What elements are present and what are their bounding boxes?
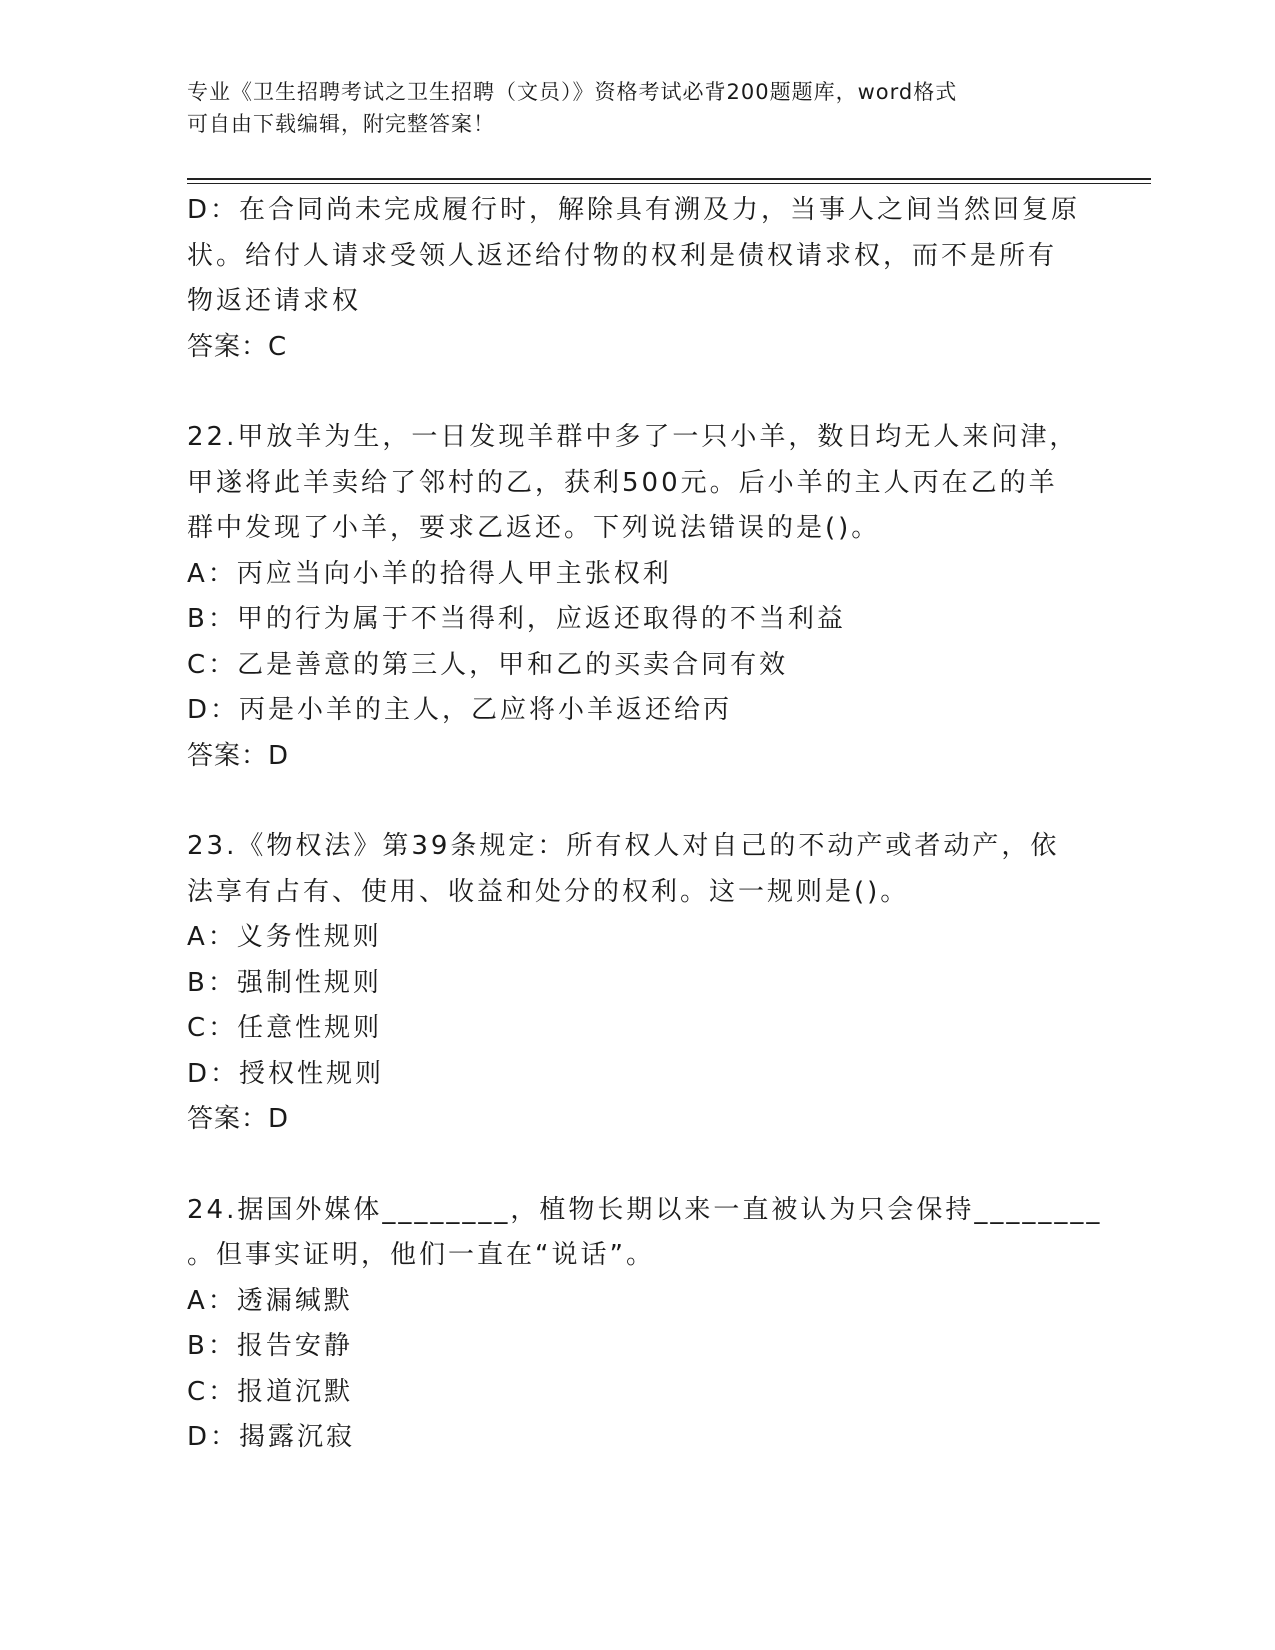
option-b: B：强制性规则 [187,967,382,998]
question-text-line2: 。但事实证明，他们一直在“说话”。 [187,1240,655,1270]
block-spacer [187,1143,1087,1188]
option-d-line2: 状。给付人请求受领人返还给付物的权利是债权请求权，而不是所有 [187,240,1058,271]
option-d: D：授权性规则 [187,1058,385,1089]
option-c: C：报道沉默 [187,1376,354,1407]
question-block-22 [187,415,1087,779]
question-block-prev [187,188,1087,370]
block-spacer [187,370,1087,415]
question-text-line1: 23.《物权法》第39条规定：所有权人对自己的不动产或者动产，依 [187,831,1060,861]
document-header [187,76,1087,140]
option-c: C：任意性规则 [187,1013,383,1043]
question-text-line3: 群中发现了小羊，要求乙返还。下列说法错误的是()。 [187,513,881,543]
option-b: B：报告安静 [187,1331,353,1361]
answer-line: 答案：D [187,1104,290,1134]
header-divider-thick [187,178,1151,180]
block-spacer [187,779,1087,824]
header-title-line1: 专业《卫生招聘考试之卫生招聘（文员）》资格考试必背200题题库，word格式 [187,80,958,104]
header-title-line2: 可自由下载编辑，附完整答案！ [187,112,495,136]
option-a: A：丙应当向小羊的拾得人甲主张权利 [187,558,672,589]
option-d: D：揭露沉寂 [187,1422,356,1452]
answer-line: 答案：C [187,331,288,362]
option-d: D：丙是小羊的主人，乙应将小羊返还给丙 [187,695,733,725]
header-divider-thin [187,183,1151,184]
question-text-line1: 22.甲放羊为生，一日发现羊群中多了一只小羊，数日均无人来问津， [187,422,1079,452]
option-b: B：甲的行为属于不当得利，应返还取得的不当利益 [187,604,846,634]
question-block-24 [187,1188,1103,1461]
option-d-line1: D：在合同尚未完成履行时，解除具有溯及力，当事人之间当然回复原 [187,195,1081,225]
option-a: A：透漏缄默 [187,1285,353,1316]
option-a: A：义务性规则 [187,922,382,952]
question-body [187,188,1103,1461]
answer-line: 答案：D [187,740,290,771]
question-text-line2: 法享有占有、使用、收益和处分的权利。这一规则是()。 [187,876,910,907]
question-text-line2: 甲遂将此羊卖给了邻村的乙，获利500元。后小羊的主人丙在乙的羊 [187,467,1058,498]
question-block-23 [187,824,1087,1143]
question-text-line1: 24.据国外媒体________，植物长期以来一直被认为只会保持________ [187,1194,1103,1225]
option-c: C：乙是善意的第三人，甲和乙的买卖合同有效 [187,649,789,680]
option-d-line3: 物返还请求权 [187,286,362,316]
